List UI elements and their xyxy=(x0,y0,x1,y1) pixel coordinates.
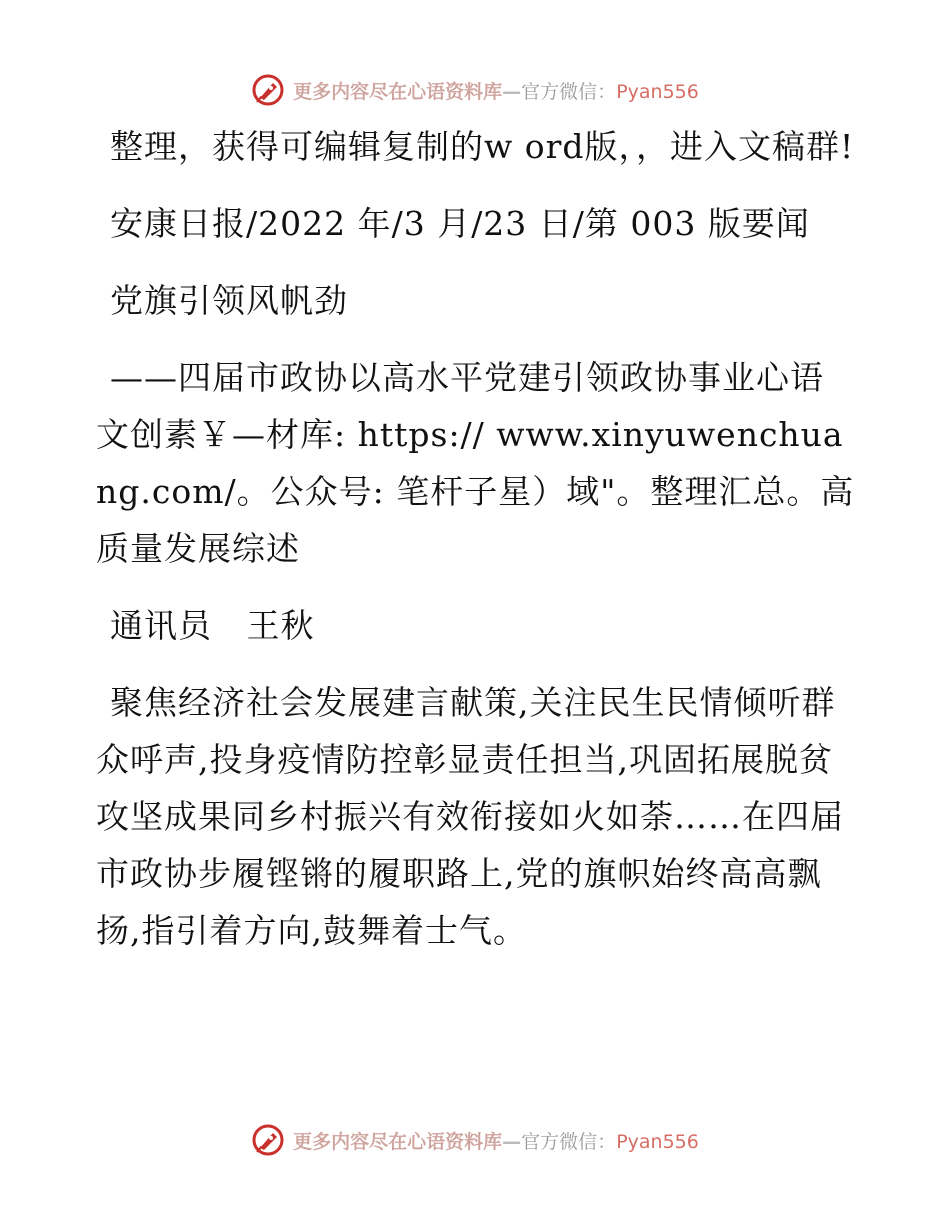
watermark-separator: ： xyxy=(597,80,617,103)
pen-nib-logo-icon xyxy=(251,1123,285,1157)
watermark-wechat-id: Pyan556 xyxy=(616,1130,699,1153)
watermark-dash: — xyxy=(502,1130,522,1153)
intro-line: 整理，获得可编辑复制的w ord版，，进入文稿群! xyxy=(110,127,855,166)
byline-name: 王秋 xyxy=(246,606,315,645)
footer-watermark xyxy=(0,1120,950,1160)
byline xyxy=(96,597,856,654)
byline-role: 通讯员 xyxy=(110,606,212,645)
subtitle: ——四届市政协以高水平党建引领政协事业心语文创素￥—材库: https:// www.xinyuwenchuang.com/。公众号: 笔杆子星）域"。整理汇总。高质量发展综述 xyxy=(96,358,855,568)
headline: 党旗引领风帆劲 xyxy=(110,281,348,320)
watermark-main: 更多内容尽在心语资料库 xyxy=(293,1130,503,1153)
watermark-label: 官方微信 xyxy=(521,80,598,103)
watermark-label: 官方微信 xyxy=(521,1130,598,1153)
document-body xyxy=(96,118,856,979)
watermark-wechat-id: Pyan556 xyxy=(616,80,699,103)
watermark-text xyxy=(293,1127,699,1154)
watermark-separator: ： xyxy=(597,1130,617,1153)
header-watermark xyxy=(0,70,950,110)
watermark-text xyxy=(293,77,699,104)
body-paragraph: 聚焦经济社会发展建言献策,关注民生民情倾听群众呼声,投身疫情防控彰显责任担当,巩固拓展脱贫攻坚成果同乡村振兴有效衔接如火如荼……在四届市政协步履铿锵的履职路上,党的旗帜始终高高飘扬,指引着方向,鼓舞着士气。 xyxy=(96,683,844,950)
watermark-dash: — xyxy=(502,80,522,103)
pen-nib-logo-icon xyxy=(251,73,285,107)
source-line: 安康日报/2022 年/3 月/23 日/第 003 版要闻 xyxy=(110,204,810,243)
watermark-main: 更多内容尽在心语资料库 xyxy=(293,80,503,103)
